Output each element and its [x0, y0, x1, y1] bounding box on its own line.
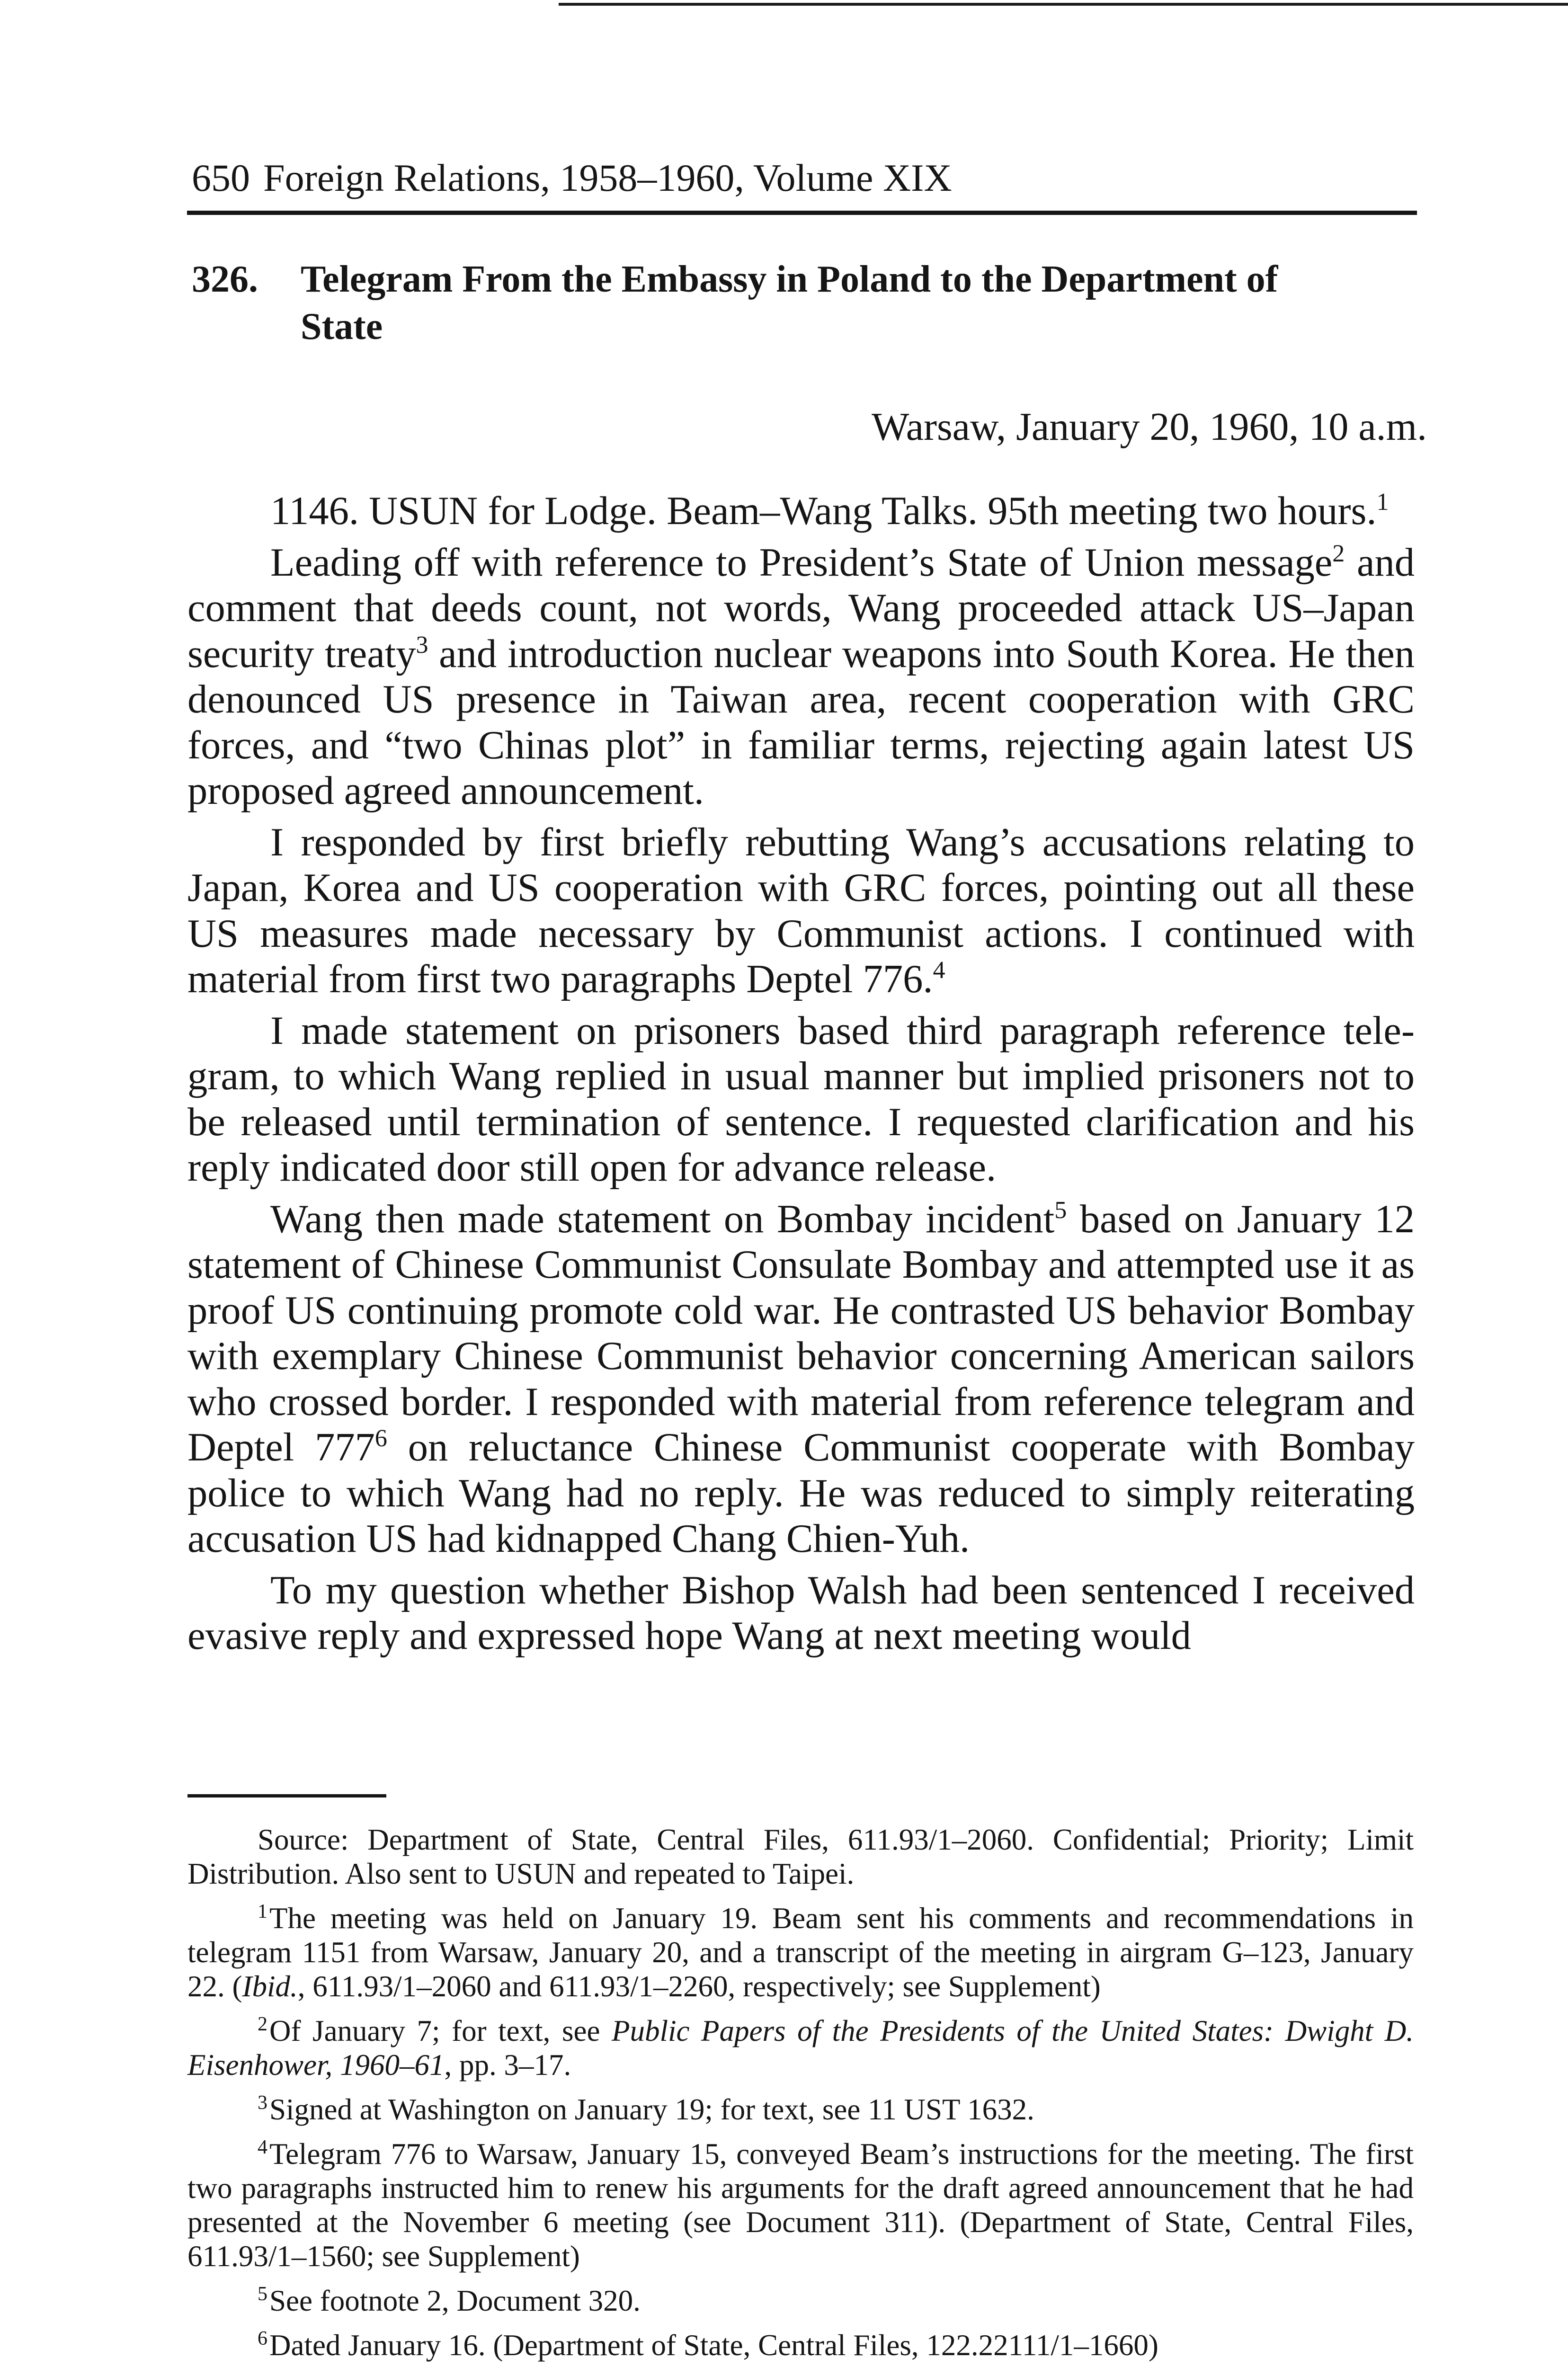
paragraph-5-text-b: based on January 12 statement of Chinese Communist Consulate Bombay and attempted use it as proof US continuing promote cold war. He contrasted US behavior Bombay with exemplary Chinese Communist behavior concerning American sailors who crossed border. I responded with material from reference telegram and Deptel 777 [187, 1197, 1415, 1469]
footnote-6-text: Dated January 16. (Department of State, Central Files, 122.22111/1–1660) [269, 2329, 1158, 2362]
document-number: 326. [192, 258, 258, 300]
paragraph-2-text-b: and comment that deeds count, not words, Wang proceeded attack US–Japan security treaty [187, 540, 1415, 676]
footnote-rule [187, 1794, 386, 1797]
document-title-line-2: State [301, 306, 383, 347]
paragraph-2-text-a: Leading off with reference to President’s State of Union message [270, 540, 1333, 585]
dateline: Warsaw, January 20, 1960, 10 a.m. [872, 405, 1427, 449]
paragraph-2 [187, 540, 1415, 814]
running-head [192, 156, 952, 199]
paragraph-4: I made statement on prisoners based third paragraph reference telegram, to which Wang replied in usual manner but implied prisoners not to be released until termination of sentence. I requested clarification and his reply indicated door still open for advance release. [187, 1008, 1415, 1190]
footnote-1-text-a: The meeting was held on January 19. Beam sent his comments and recommendations in telegram 1151 from Warsaw, January 20, and a transcript of the meeting in airgram G–123, January 22. ( [187, 1902, 1414, 2003]
paragraph-1 [187, 489, 1415, 534]
paragraph-2-text-c: and introduction nuclear weapons into South Korea. He then denounced US presence in Taiwan area, recent cooperation with GRC forces, and “two Chinas plot” in familiar terms, rejecting again latest US proposed agreed announcement. [187, 632, 1415, 813]
footnote-2-mark: 2 [258, 2013, 267, 2035]
paragraph-5-text-c: on reluctance Chinese Communist cooperate with Bombay police to which Wang had no reply. He was reduced to simply reiterating accusation US had kidnapped Chang Chien-Yuh. [187, 1425, 1415, 1561]
source-note: Source: Department of State, Central Files, 611.93/1–2060. Confidential; Priority; Limit Distribution. Also sent to USUN and repeated to Taipei. [187, 1823, 1414, 1890]
footnote-2 [187, 2014, 1414, 2082]
footnote-5 [187, 2284, 1414, 2318]
footnote-6-mark: 6 [258, 2328, 267, 2349]
telegram-body [187, 489, 1415, 1659]
paragraph-3 [187, 820, 1415, 1003]
footnote-2-text-a: Of January 7; for text, see [269, 2014, 612, 2047]
volume-title: Foreign Relations, 1958–1960, Volume XIX [263, 156, 952, 199]
footnote-ref-2: 2 [1332, 540, 1345, 567]
footnote-ref-4: 4 [933, 957, 945, 984]
footnote-5-mark: 5 [258, 2283, 267, 2305]
footnote-ref-5: 5 [1054, 1196, 1067, 1224]
footnote-4 [187, 2137, 1414, 2273]
footnote-5-text: See footnote 2, Document 320. [269, 2284, 641, 2317]
paragraph-1-text: 1146. USUN for Lodge. Beam–Wang Talks. 95th meeting two hours. [270, 489, 1377, 533]
footnote-4-text: Telegram 776 to Warsaw, January 15, conveyed Beam’s instructions for the meeting. The first two paragraphs instructed him to renew his arguments for the draft agreed announcement that he had presented at the November 6 meeting (see Document 311). (Department of State, Central Files, 611.93/1–1560; see Supplement) [187, 2137, 1414, 2273]
footnote-2-text-b: , pp. 3–17. [444, 2048, 571, 2082]
footnotes [187, 1823, 1414, 2367]
footnote-ref-1: 1 [1376, 489, 1389, 516]
footnote-1-text-b: , 611.93/1–2060 and 611.93/1–2260, respectively; see Supplement) [297, 1970, 1101, 2003]
page-number: 650 [192, 156, 250, 199]
footnote-1-ibid: Ibid. [242, 1970, 298, 2003]
footnote-1-mark: 1 [258, 1901, 267, 1922]
paragraph-5-text-a: Wang then made statement on Bombay incident [270, 1197, 1055, 1241]
footnote-3-text: Signed at Washington on January 19; for text, see 11 UST 1632. [269, 2093, 1034, 2126]
header-rule [187, 211, 1417, 215]
footnote-3-mark: 3 [258, 2092, 267, 2114]
paragraph-6: To my question whether Bishop Walsh had been sentenced I received evasive reply and expressed hope Wang at next meeting would [187, 1568, 1415, 1658]
footnote-4-mark: 4 [258, 2136, 267, 2158]
footnote-ref-3: 3 [416, 631, 428, 658]
document-title-text-1: Telegram From the Embassy in Poland to the Department of [301, 258, 1278, 300]
scan-top-rule [559, 3, 1568, 6]
footnote-ref-6: 6 [374, 1425, 387, 1452]
footnote-6 [187, 2328, 1414, 2362]
document-title-line-1 [192, 256, 1404, 303]
footnote-1 [187, 1901, 1414, 2003]
paragraph-3-text: I responded by first briefly rebutting Wang’s accusations relating to Japan, Korea and US cooperation with GRC forces, pointing out all these US measures made necessary by Communist actions. I continued with material from first two paragraphs Deptel 776. [187, 820, 1415, 1001]
footnote-3 [187, 2092, 1414, 2127]
footnote-2-title: Public Papers of the Presidents of the United States: Dwight D. Eisenhower, 1960–61 [187, 2014, 1414, 2082]
paragraph-5 [187, 1197, 1415, 1562]
document-heading [192, 256, 1404, 350]
